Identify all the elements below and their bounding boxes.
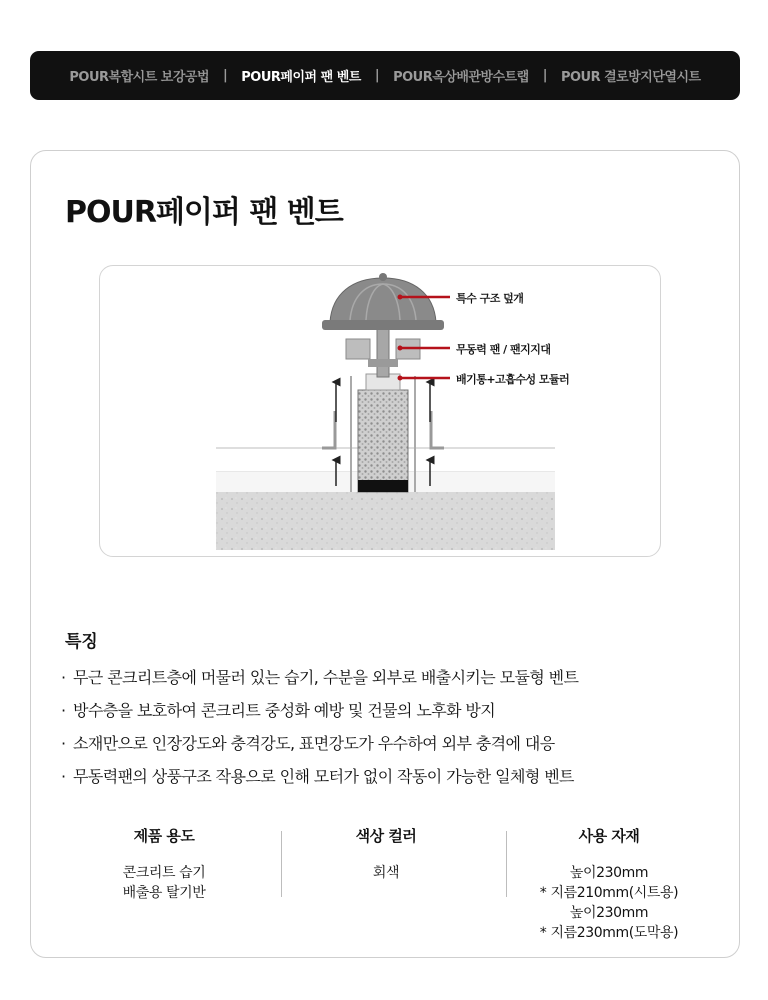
spec-line: 콘크리트 습기 xyxy=(122,865,206,881)
nav-separator: | xyxy=(542,68,547,83)
spec-color-value xyxy=(273,863,499,883)
spec-line: * 지름210mm(시트용) xyxy=(539,885,679,901)
bullet: · xyxy=(61,734,66,753)
feature-list xyxy=(61,661,578,793)
product-diagram xyxy=(99,265,661,557)
callout-unpowered-fan: 무동력 팬 / 팬지지대 xyxy=(456,343,551,356)
spec-table xyxy=(31,821,741,941)
nav-item-roof-drain-trap[interactable]: POUR옥상배관방수트랩 xyxy=(393,70,529,85)
spec-material xyxy=(496,821,722,943)
feature-text: 무근 콘크리트층에 머물러 있는 습기, 수분을 외부로 배출시키는 모듈형 벤트 xyxy=(73,668,579,687)
spec-color xyxy=(273,821,499,883)
bullet: · xyxy=(61,668,66,687)
spec-line: 배출용 탈기반 xyxy=(122,885,206,901)
spec-color-heading: 색상 컬러 xyxy=(355,827,417,845)
spec-line: * 지름230mm(도막용) xyxy=(539,925,679,941)
nav-item-paper-fan-vent[interactable]: POUR페이퍼 팬 벤트 xyxy=(241,70,361,85)
callout-exhaust-module: 배기통+고흡수성 모듈러 xyxy=(456,373,570,386)
nav-separator: | xyxy=(223,68,228,83)
feature-item xyxy=(61,727,578,760)
features-title: 특징 xyxy=(65,632,98,652)
spec-material-heading: 사용 자재 xyxy=(578,827,640,845)
feature-item xyxy=(61,760,578,793)
top-navigation xyxy=(30,51,740,100)
spec-line: 회색 xyxy=(372,865,400,881)
feature-text: 무동력팬의 상풍구조 작용으로 인해 모터가 없이 작동이 가능한 일체형 벤트 xyxy=(73,767,574,786)
feature-item xyxy=(61,661,578,694)
spec-usage-value xyxy=(51,863,277,903)
spec-usage-heading: 제품 용도 xyxy=(133,827,195,845)
nav-item-anti-condensation-sheet[interactable]: POUR 결로방지단열시트 xyxy=(560,70,701,85)
vent-cross-section-illustration xyxy=(100,266,661,557)
product-title: POUR페이퍼 팬 벤트 xyxy=(65,195,343,230)
spec-line: 높이230mm xyxy=(569,865,649,881)
feature-item xyxy=(61,694,578,727)
spec-usage xyxy=(51,821,277,903)
nav-separator: | xyxy=(374,68,380,83)
feature-text: 소재만으로 인장강도와 충격강도, 표면강도가 우수하여 외부 충격에 대응 xyxy=(73,734,555,753)
nav-item-composite-sheet[interactable]: POUR복합시트 보강공법 xyxy=(69,70,210,85)
spec-line: 높이230mm xyxy=(569,905,649,921)
spec-material-value xyxy=(496,863,722,943)
product-card xyxy=(30,150,740,958)
callout-special-cover: 특수 구조 덮개 xyxy=(456,292,524,305)
feature-text: 방수층을 보호하여 콘크리트 중성화 예방 및 건물의 노후화 방지 xyxy=(73,701,496,720)
bullet: · xyxy=(61,701,66,720)
bullet: · xyxy=(61,767,66,786)
